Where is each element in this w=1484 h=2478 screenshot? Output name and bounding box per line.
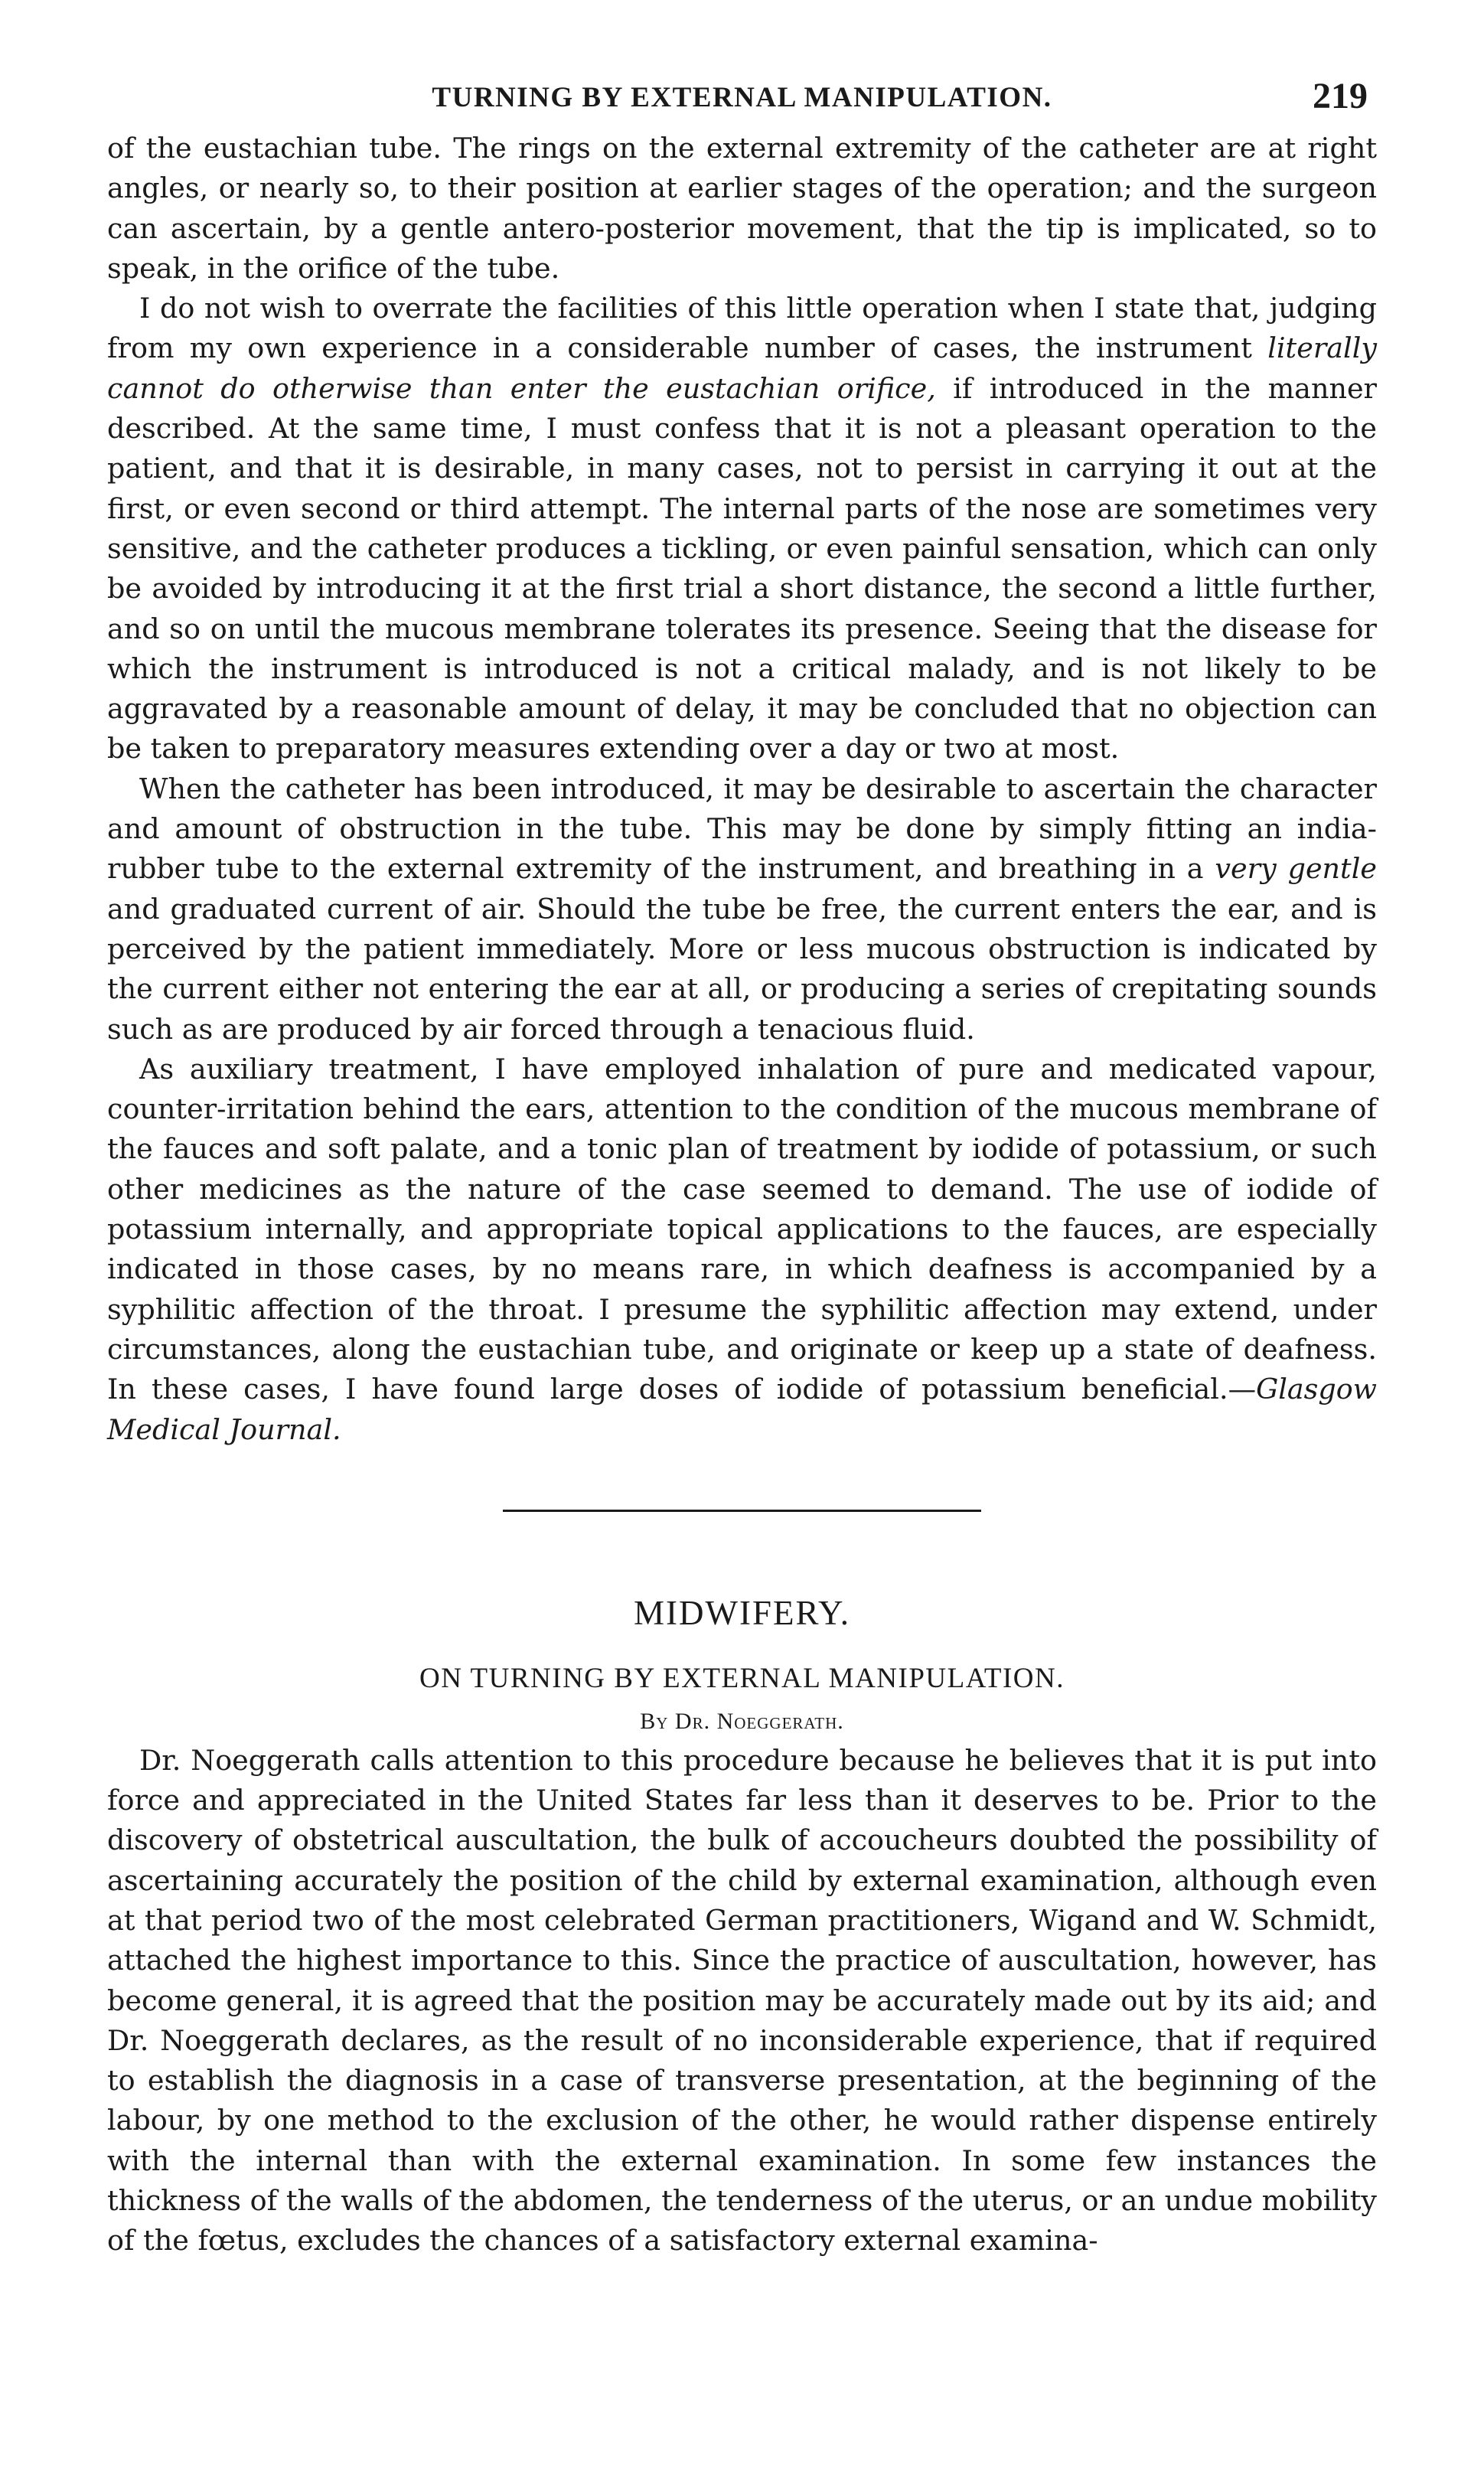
italic-phrase: literally cannot do otherwise than enter the eustachian orifice, [107,331,1377,405]
source-citation: Glasgow Medical Journal. [107,1373,1377,1446]
section-title: MIDWIFERY. [634,1593,850,1632]
article-byline: By Dr. Noeggerath. [640,1708,844,1734]
paragraph-text: Dr. Noeggerath calls attention to this procedure because he believes that it is put into force and appreciated in the United States far less than it deserves to be. Prior to the discovery of obstetrical auscultation, the bulk of accoucheurs doubted the possibility of ascertaining accurately the position of the child by external examination, although even at that period two of the most celebrated German practitioners, Wigand and W. Schmidt, attached the highest importance to this. Since the practice of auscultation, however, has become general, it is agreed that the position may be accurately made out by its aid; and Dr. Noeggerath declares, as the result of no inconsiderable experience, that if required to establish the diagnosis in a case of transverse presentation, at the beginning of the labour, by one method to the exclusion of the other, he would rather dispense entirely with the internal than with the external examination. In some few instances the thickness of the walls of the abdomen, the tenderness of the uterus, or an undue mobility of the fœtus, excludes the chances of a satisfactory external examina- [107,1743,1377,2258]
paragraph-treatment [107,1050,1377,1450]
paragraph-continued [107,129,1377,289]
paragraph-article-body [107,1741,1377,2261]
running-title: TURNING BY EXTERNAL MANIPULATION. [432,82,1052,113]
paragraph-text: and graduated current of air. Should the tube be free, the current enters the ear, and is perceived by the patient immediately. More or less mucous obstruction is indicated by the current either not entering the ear at all, or producing a series of crepitating sounds such as are produced by air forced through a tenacious fluid. [107,892,1377,1046]
paragraph-facilities [107,289,1377,769]
paragraph-text: I do not wish to overrate the facilities of this little operation when I state that, judging from my own experience in a considerable number of cases, the instrument [107,292,1377,365]
paragraph-text: if introduced in the manner described. At the same time, I must confess that it is not a pleasant operation to the patient, and that it is desirable, in many cases, not to persist in carrying it out at the first, or even second or third attempt. The internal parts of the nose are sometimes very sensitive, and the catheter produces a tickling, or even painful sensation, which can only be avoided by introducing it at the first trial a short distance, the second a little further, and so on until the mucous membrane tolerates its presence. Seeing that the disease for which the instrument is introduced is not a critical malady, and is not likely to be aggravated by a reasonable amount of delay, it may be concluded that no objection can be taken to preparatory measures extending over a day or two at most. [107,371,1378,766]
paragraph-text: of the eustachian tube. The rings on the external extremity of the catheter are at right angles, or nearly so, to their position at earlier stages of the operation; and the surgeon can ascertain, by a gentle antero-posterior movement, that the tip is implicated, so to speak, in the orifice of the tube. [107,132,1377,285]
paragraph-text: When the catheter has been introduced, it may be desirable to ascertain the character and amount of obstruction in the tube. This may be done by simply fitting an india-rubber tube to the external extremity of the instrument, and breathing in a [107,772,1377,886]
section-divider [503,1510,981,1512]
article-title: ON TURNING BY EXTERNAL MANIPULATION. [419,1662,1065,1694]
italic-phrase: very gentle [1215,852,1377,886]
page-number: 219 [1313,76,1368,116]
page-header [107,75,1377,129]
paragraph-text: As auxiliary treatment, I have employed inhalation of pure and medicated vapour, counter-irritation behind the ears, attention to the condition of the mucous membrane of the fauces and soft palate, and a tonic plan of treatment by iodide of potassium, or such other medicines as the nature of the case seemed to demand. The use of iodide of potassium internally, and appropriate topical applications to the fauces, are especially indicated in those cases, by no means rare, in which deafness is accompanied by a syphilitic affection of the throat. I presume the syphilitic affection may extend, under circumstances, along the eustachian tube, and originate or keep up a state of deafness. In these cases, I have found large doses of iodide of potassium beneficial.— [107,1052,1377,1406]
paragraph-obstruction [107,769,1377,1050]
